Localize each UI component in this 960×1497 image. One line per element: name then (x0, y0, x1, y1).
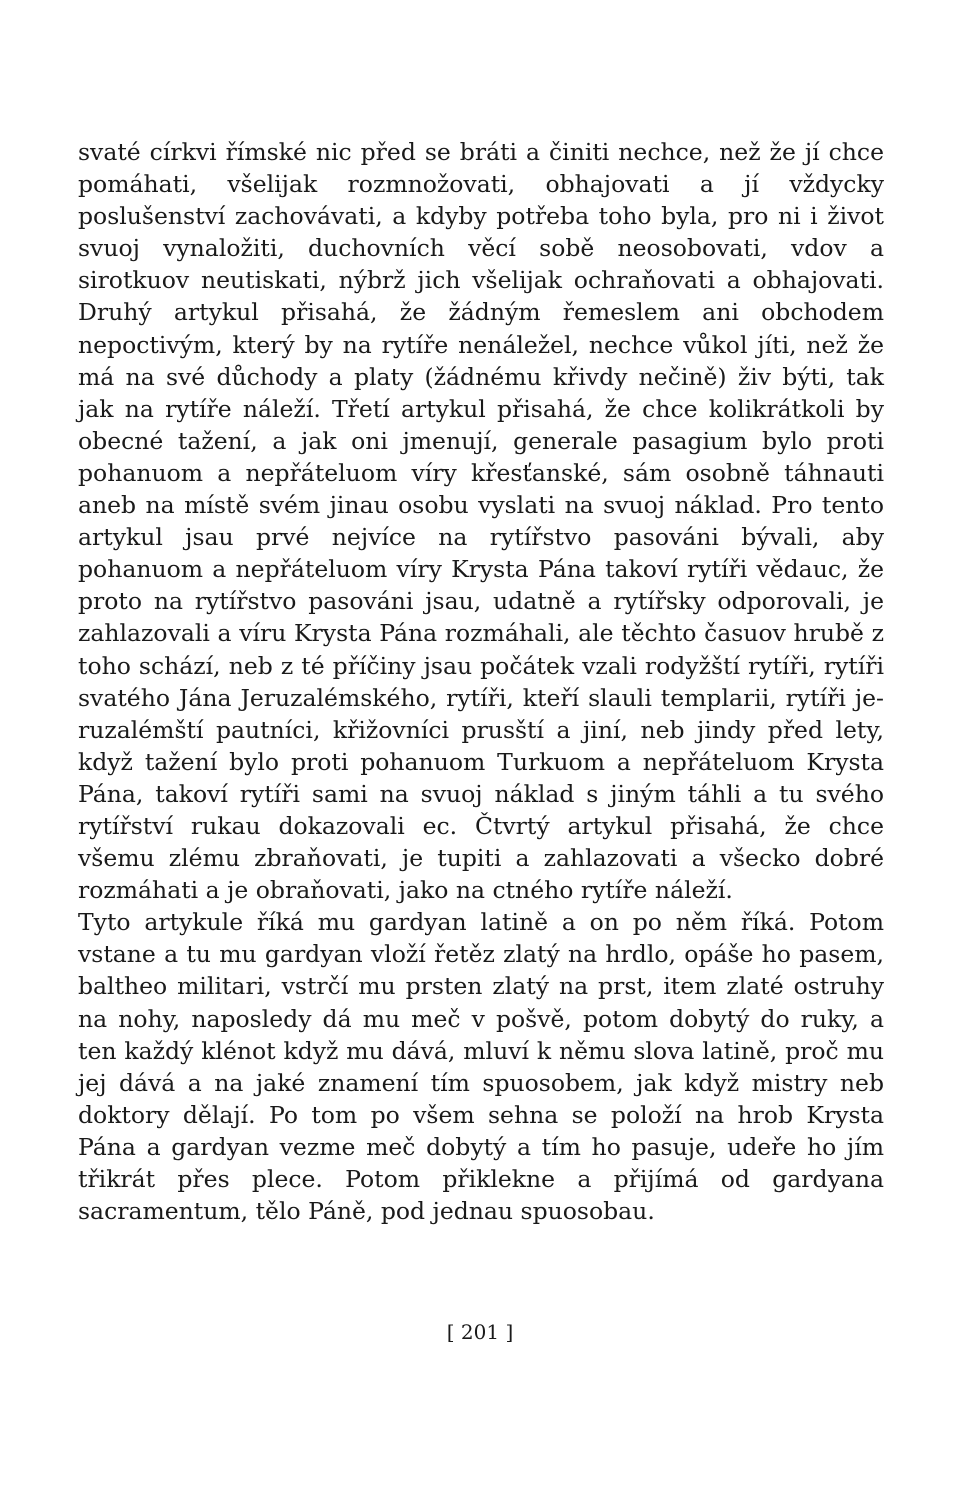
page-number: [ 201 ] (446, 1320, 514, 1344)
page-body (78, 136, 884, 1227)
paragraph-1: svaté církvi římské nic před se bráti a činiti nechce, než že jí chce pomáhati, všelijak rozmnožovati, obhajovati a jí vždycky poslušenství zachovávati, a kdyby potřeba toho byla, pro ni i život svuoj vynaložiti, duchovních věcí sobě neosobovati, vdov a sirotkuov neutiskati, nýbrž jich všelijak ochraňovati a obhajovati. Druhý artykul přisahá, že žádným řemeslem ani obchodem nepoctivým, který by na rytíře nenáležel, nechce vůkol jíti, než že má na své důchody a platy (žádnému křivdy nečině) živ býti, tak jak na rytíře náleží. Třetí artykul přisahá, že chce kolikrátkoli by obecné tažení, a jak oni jmenují, generale pasagium bylo proti pohanuom a nepřáteluom víry křesťanské, sám osobně táhnauti aneb na místě svém jinau osobu vyslati na svuoj náklad. Pro tento artykul jsau prvé nejvíce na rytířstvo pasováni bývali, aby pohanuom a nepřáteluom víry Krysta Pána takoví rytíři vědauc, že proto na rytířstvo pasováni jsau, udatně a rytířsky odporovali, je zahlazovali a víru Krysta Pána rozmáhali, ale těchto časuov hrubě z toho schází, neb z té příčiny jsau počátek vzali rodyžští rytíři, rytíři svatého Jána Jeruzalémského, rytíři, kteří slauli templarii, rytíři jeruzalémští pautníci, křižovníci prusští a jiní, neb jindy před lety, když tažení bylo proti pohanuom Turkuom a nepřáteluom Krysta Pána, takoví rytíři sami na svuoj náklad s jiným táhli a tu svého rytířství rukau dokazovali ec. Čtvrtý artykul přisahá, že chce všemu zlému zbraňovati, je tupiti a zahlazovati a všecko dobré rozmáhati a je obraňovati, jako na ctného rytíře náleží. (78, 138, 884, 905)
paragraph-2: Tyto artykule říká mu gardyan latině a on po něm říká. Potom vstane a tu mu gardyan vloží řetěz zlatý na hrdlo, opáše ho pasem, baltheo militari, vstrčí mu prsten zlatý na prst, item zlaté ostruhy na nohy, naposledy dá mu meč v pošvě, potom dobytý do ruky, a ten každý klénot když mu dává, mluví k němu slova latině, proč mu jej dává a na jaké znamení tím spuosobem, jak když mistry neb doktory dělají. Po tom po všem sehna se položí na hrob Krysta Pána a gardyan vezme meč dobytý a tím ho pasuje, udeře ho jím třikrát přes plece. Potom přiklekne a přijímá od gardyana sacramentum, tělo Páně, pod jednau spuosobau. (78, 908, 884, 1226)
